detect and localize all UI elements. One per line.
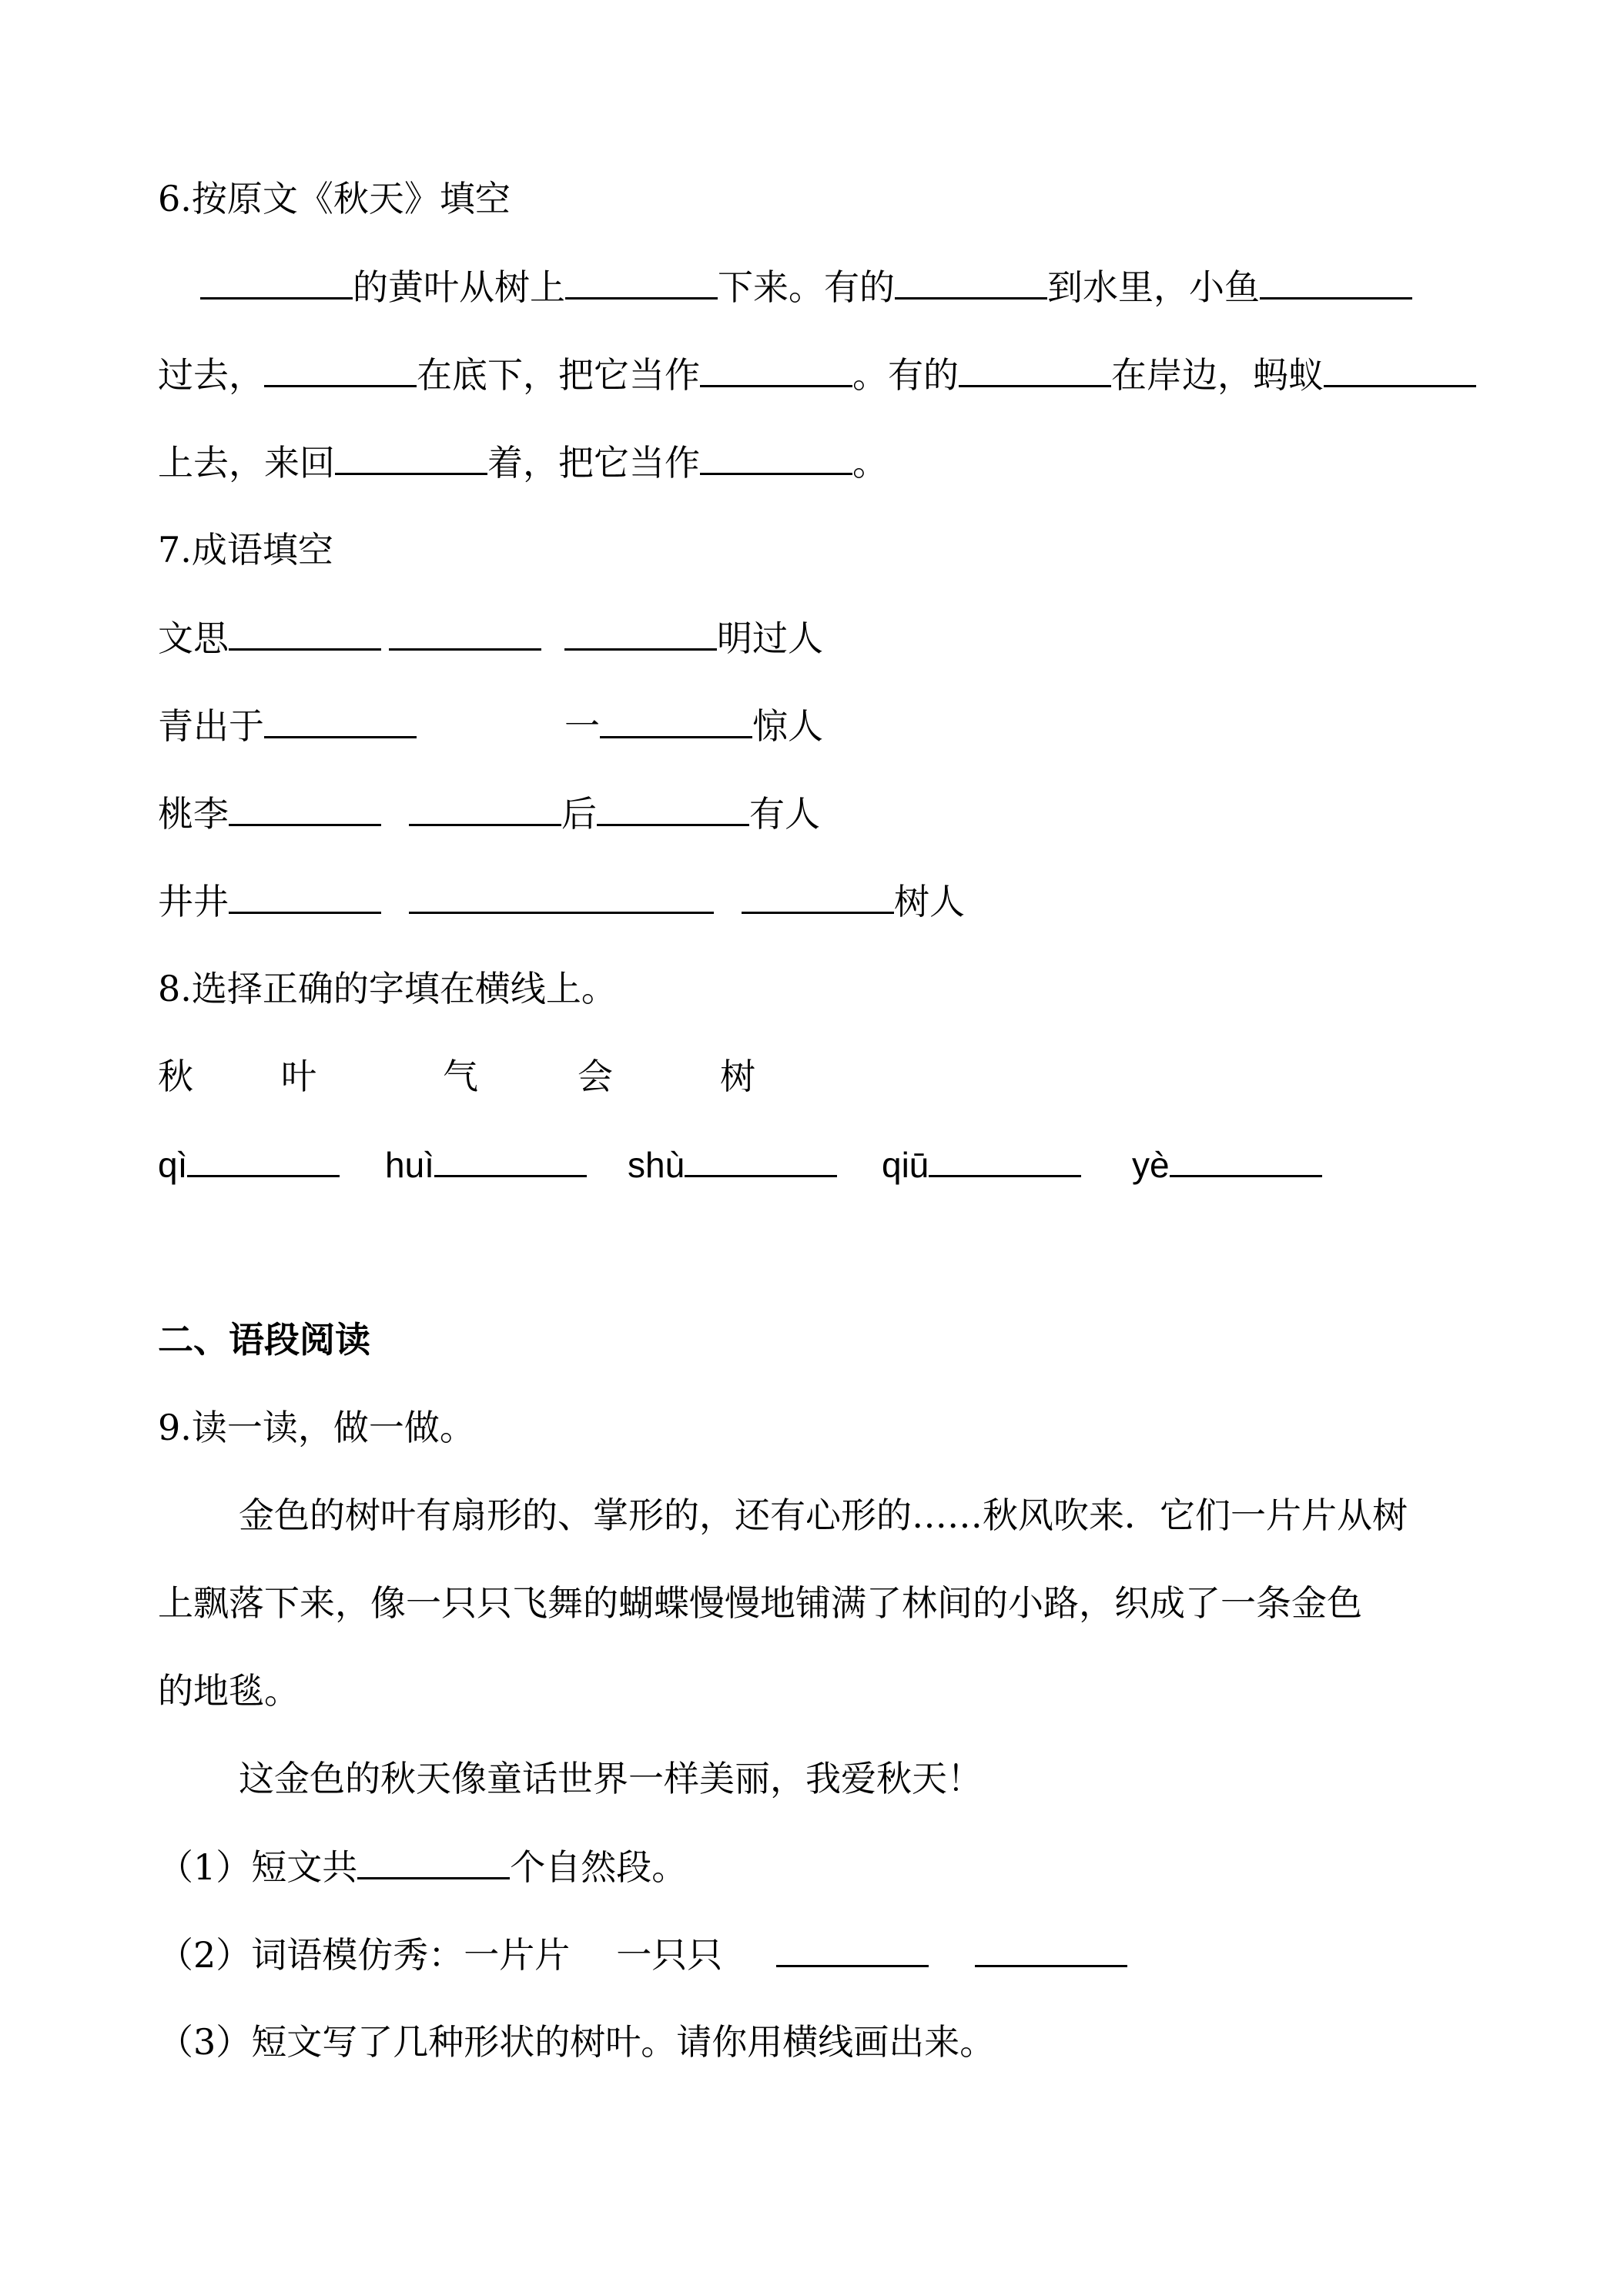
section-heading: 二、语段阅读 (158, 1319, 370, 1361)
passage-line-4: 这金色的秋天像童话世界一样美丽，我爱秋天！ (239, 1758, 983, 1799)
answer-blank[interactable] (1324, 351, 1476, 387)
q9-sub-3: （3）短文写了几种形状的树叶。请你用横线画出来。 (158, 2021, 996, 2063)
answer-blank[interactable] (700, 351, 852, 387)
answer-blank[interactable] (776, 1931, 929, 1967)
answer-blank[interactable] (895, 263, 1047, 300)
answer-blank[interactable] (187, 1141, 340, 1177)
answer-blank[interactable] (409, 878, 561, 914)
idiom-row-4: 井井 树人 (158, 878, 965, 925)
answer-blank[interactable] (264, 351, 417, 387)
answer-blank[interactable] (700, 439, 852, 475)
q9-sub-1: （1）短文共 个自然段。 (158, 1843, 687, 1890)
answer-blank[interactable] (1170, 1141, 1322, 1177)
answer-blank[interactable] (335, 439, 487, 475)
answer-blank[interactable] (229, 790, 381, 826)
answer-blank[interactable] (929, 1141, 1081, 1177)
q6-row-1: 的黄叶从树上 下来。有的 到水里，小鱼 (200, 263, 1412, 310)
character-options (0, 1053, 1624, 1099)
answer-blank[interactable] (200, 263, 353, 300)
answer-blank[interactable] (975, 1931, 1127, 1967)
pinyin-label: shù (628, 1145, 685, 1185)
option-char: 树 (720, 1056, 755, 1097)
pinyin-label: qì (158, 1145, 188, 1185)
q9-title: 9.读一读，做一做。 (158, 1407, 475, 1448)
passage-line-1: 金色的树叶有扇形的、掌形的，还有心形的……秋风吹来．它们一片片从树 (239, 1494, 1408, 1536)
answer-blank[interactable] (229, 614, 381, 651)
answer-blank[interactable] (357, 1843, 510, 1879)
pinyin-label: huì (385, 1145, 434, 1185)
pinyin-row (0, 1141, 1624, 1187)
answer-blank[interactable] (434, 1141, 587, 1177)
answer-blank[interactable] (561, 878, 714, 914)
answer-blank[interactable] (565, 263, 718, 300)
q6-title: 6.按原文《秋天》填空 (158, 178, 511, 219)
pinyin-label: qiū (882, 1145, 929, 1185)
answer-blank[interactable] (229, 878, 381, 914)
q6-row-3: 上去，来回 着，把它当作 。 (158, 439, 888, 486)
pinyin-label: yè (1132, 1145, 1170, 1185)
idiom-row-1: 文思 明过人 (158, 614, 823, 661)
idiom-row-2: 青出于 一 惊人 (158, 702, 823, 749)
q9-sub-2: （2）词语模仿秀：一片片 一只只 (158, 1931, 1127, 1978)
option-char: 叶 (281, 1056, 316, 1097)
q6-row-2: 过去， 在底下，把它当作 。有的 在岸边，蚂蚁 (158, 351, 1476, 398)
answer-blank[interactable] (597, 790, 749, 826)
answer-blank[interactable] (1260, 263, 1412, 300)
answer-blank[interactable] (959, 351, 1111, 387)
answer-blank[interactable] (409, 790, 561, 826)
answer-blank[interactable] (264, 702, 417, 738)
option-char: 会 (578, 1056, 613, 1097)
q7-title: 7.成语填空 (158, 529, 333, 571)
answer-blank[interactable] (564, 614, 717, 651)
passage-line-3: 的地毯。 (158, 1670, 300, 1712)
answer-blank[interactable] (389, 614, 541, 651)
answer-blank[interactable] (600, 702, 752, 738)
option-char: 气 (443, 1056, 478, 1097)
q8-title: 8.选择正确的字填在横线上。 (158, 968, 617, 1009)
answer-blank[interactable] (742, 878, 894, 914)
answer-blank[interactable] (685, 1141, 837, 1177)
passage-line-2: 上飘落下来，像一只只飞舞的蝴蝶慢慢地铺满了林间的小路，织成了一条金色 (158, 1582, 1362, 1624)
option-char: 秋 (158, 1056, 193, 1097)
idiom-row-3: 桃李 后 有人 (158, 790, 820, 837)
